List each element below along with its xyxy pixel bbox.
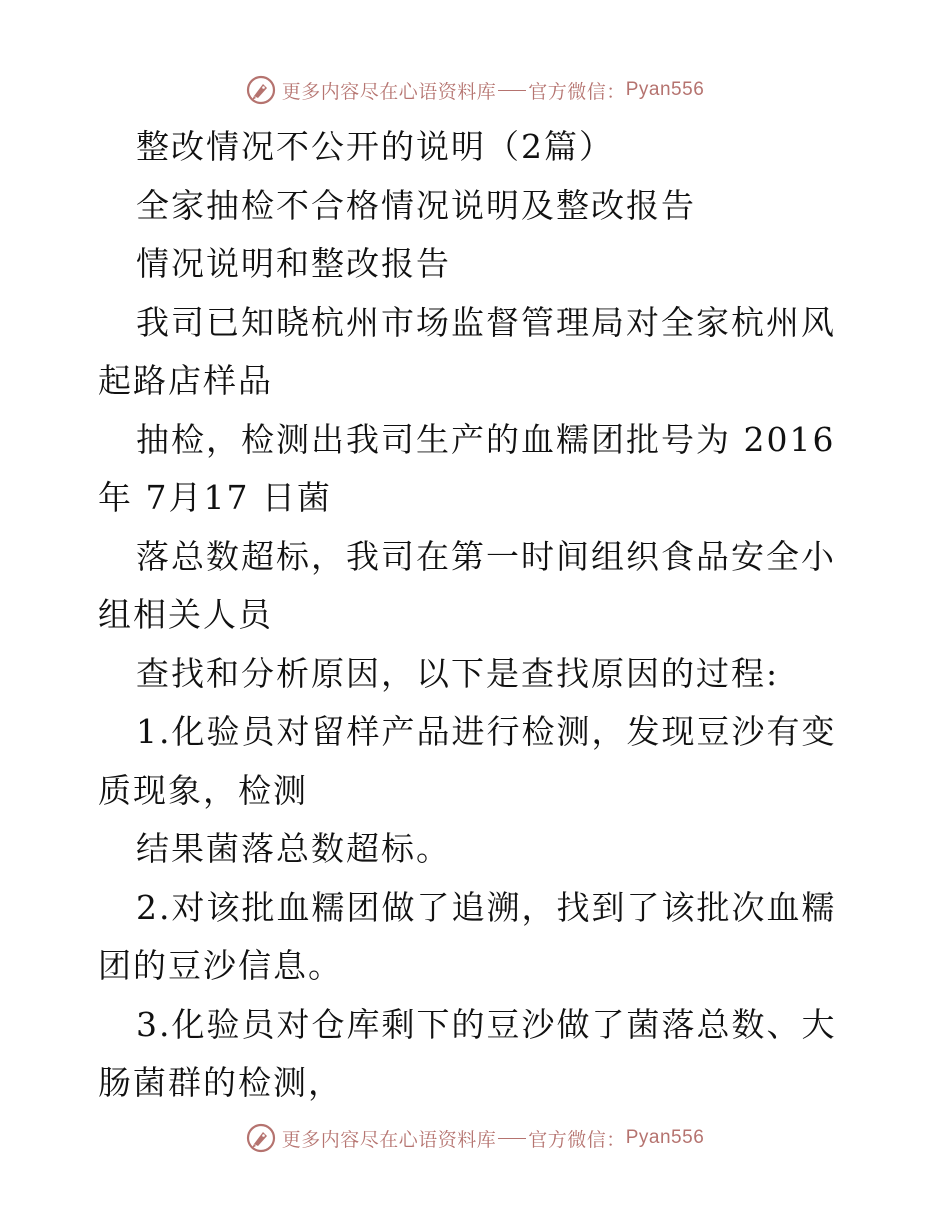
watermark-footer [0,1118,950,1158]
document-title: 整改情况不公开的说明（2篇） [136,127,614,166]
body-paragraph: 抽检，检测出我司生产的血糯团批号为 2016 年 7月17 日菌 [98,419,836,517]
watermark-contact-id: Pyan556 [625,79,705,100]
watermark-separator [498,1138,526,1139]
section-heading: 情况说明和整改报告 [136,244,451,283]
document-body [98,118,858,1113]
body-paragraph: 结果菌落总数超标。 [136,829,451,868]
pen-nib-logo-icon [246,1123,276,1153]
pen-nib-logo-icon [246,75,276,105]
list-item: 3.化验员对仓库剩下的豆沙做了菌落总数、大肠菌群的检测， [98,1004,837,1102]
list-item: 1.化验员对留样产品进行检测，发现豆沙有变质现象，检测 [98,712,837,810]
watermark-separator [498,90,526,91]
watermark-site-text: 更多内容尽在心语资料库 [281,1128,497,1151]
watermark-header [0,70,950,110]
body-paragraph: 我司已知晓杭州市场监督管理局对全家杭州风起路店样品 [98,302,836,400]
watermark-contact-id: Pyan556 [625,1127,705,1148]
list-item: 2.对该批血糯团做了追溯，找到了该批次血糯团的豆沙信息。 [98,887,837,985]
watermark-site-text: 更多内容尽在心语资料库 [281,80,497,103]
body-paragraph: 落总数超标，我司在第一时间组织食品安全小组相关人员 [98,536,836,634]
document-subtitle: 全家抽检不合格情况说明及整改报告 [136,185,696,225]
body-paragraph: 查找和分析原因，以下是查找原因的过程: [136,653,780,693]
watermark-contact-label: 官方微信： [528,80,626,103]
watermark-contact-label: 官方微信： [528,1128,626,1151]
